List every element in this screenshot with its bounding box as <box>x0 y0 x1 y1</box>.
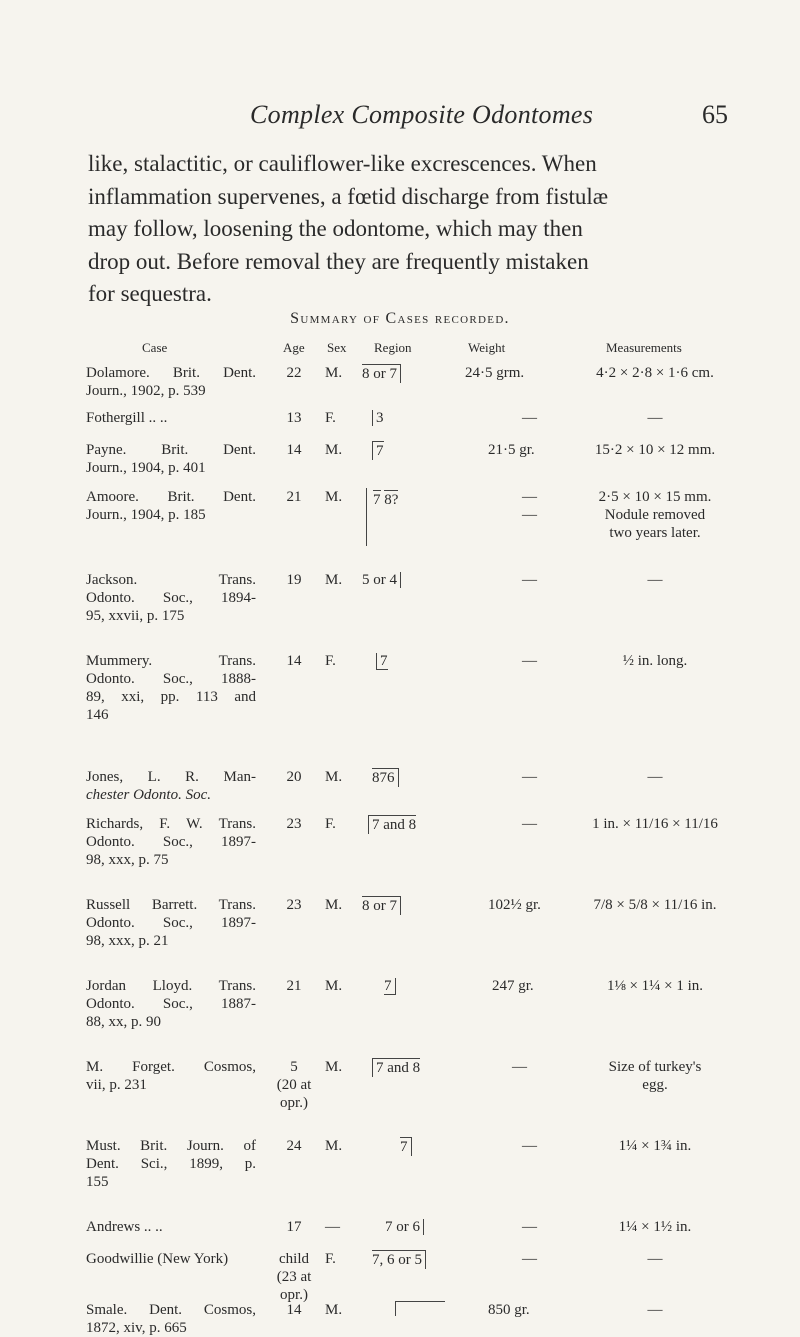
header-sex: Sex <box>327 340 347 355</box>
measurements-cell: Size of turkey's egg. <box>608 1059 702 1093</box>
paragraph-line: like, stalactitic, or cauliflower-like excrescences. When <box>88 151 597 176</box>
age-cell: 24 <box>286 1138 302 1154</box>
sex-cell: M. <box>325 1302 343 1318</box>
sex-cell: M. <box>325 978 343 994</box>
sex-cell: M. <box>325 1138 343 1154</box>
table-title: Summary of Cases recorded. <box>290 310 510 327</box>
case-cell: Mummery. Trans. Odonto. Soc., 1888- 89, xxi, pp. 113 and 146 <box>86 653 256 723</box>
weight-cell: — <box>522 769 537 785</box>
weight-cell: — <box>522 572 537 588</box>
sex-cell: — <box>325 1219 340 1235</box>
region-cell: 3 <box>372 409 482 427</box>
header-age: Age <box>283 340 305 355</box>
case-cell: Russell Barrett. Trans. Odonto. Soc., 1897- 98, xxx, p. 21 <box>86 897 256 949</box>
weight-cell: 102½ gr. <box>488 897 541 913</box>
measurements-cell: 7/8 × 5/8 × 11/16 in. <box>593 897 717 913</box>
measurements-cell: 1 in. × 11/16 × 11/16 <box>592 816 718 832</box>
region-cell: 7 <box>400 1137 510 1156</box>
sex-cell: M. <box>325 769 343 785</box>
measurements-cell: ½ in. long. <box>622 653 688 669</box>
age-cell: 21 <box>286 978 302 994</box>
age-cell: 17 <box>286 1219 302 1235</box>
case-cell: Dolamore. Brit. Dent. Journ., 1902, p. 539 <box>86 365 256 399</box>
region-cell: 8 or 7 <box>362 364 472 383</box>
paragraph-line: inflammation supervenes, a fœtid discharge from fistulæ <box>88 183 609 209</box>
sex-cell: F. <box>325 653 336 669</box>
region-cell: 7 or 6 <box>385 1218 495 1236</box>
measurements-cell: — <box>647 769 663 785</box>
region-cell: 876 <box>372 768 482 787</box>
weight-cell: — <box>522 1138 537 1154</box>
measurements-cell: 1⅛ × 1¼ × 1 in. <box>606 978 704 994</box>
measurements-cell: 2·5 × 10 × 15 mm. Nodule removed two years later. <box>598 489 712 541</box>
paragraph-line: drop out. Before removal they are frequently mistaken <box>88 248 589 274</box>
header-region: Region <box>374 340 412 355</box>
paragraph-line: for sequestra. <box>88 281 212 306</box>
weight-cell: — <box>522 1251 537 1267</box>
age-cell: 14 <box>286 1302 302 1318</box>
region-cell: 7 and 8 <box>372 1058 482 1077</box>
sex-cell: M. <box>325 489 343 505</box>
case-cell: Andrews .. .. <box>86 1219 163 1235</box>
case-cell: Jackson. Trans. Odonto. Soc., 1894- 95, xxvii, p. 175 <box>86 572 256 624</box>
case-cell: Amoore. Brit. Dent. Journ., 1904, p. 185 <box>86 489 256 523</box>
case-cell: Smale. Dent. Cosmos, 1872, xiv, p. 665 <box>86 1302 256 1336</box>
paragraph-line: may follow, loosening the odontome, which may then <box>88 216 583 241</box>
weight-cell: — <box>522 816 537 832</box>
measurements-cell: 4·2 × 2·8 × 1·6 cm. <box>596 365 714 381</box>
age-cell: 20 <box>286 769 302 785</box>
age-cell: 14 <box>286 653 302 669</box>
header-case: Case <box>142 340 168 355</box>
sex-cell: F. <box>325 1251 336 1267</box>
case-cell: Jordan Lloyd. Trans. Odonto. Soc., 1887- 88, xx, p. 90 <box>86 978 256 1030</box>
age-cell: 23 <box>286 816 302 832</box>
measurements-cell: 15·2 × 10 × 12 mm. <box>594 442 716 458</box>
running-head <box>0 100 800 130</box>
age-cell: child (23 at opr.) <box>276 1251 312 1303</box>
measurements-cell: 1¼ × 1¾ in. <box>618 1138 692 1154</box>
case-cell: M. Forget. Cosmos, vii, p. 231 <box>86 1059 256 1093</box>
region-cell: 8 or 7 <box>362 896 472 915</box>
weight-cell: — <box>522 410 537 426</box>
region-cell: 7, 6 or 5 <box>372 1250 482 1269</box>
age-cell: 13 <box>286 410 302 426</box>
region-cell: 5 or 4 <box>362 571 472 589</box>
case-cell: Must. Brit. Journ. of Dent. Sci., 1899, p. 155 <box>86 1138 256 1190</box>
measurements-cell: — <box>647 1251 663 1267</box>
region-cell: 7 <box>372 441 482 460</box>
running-title: Complex Composite Odontomes <box>250 100 594 129</box>
sex-cell: M. <box>325 572 343 588</box>
measurements-cell: 1¼ × 1½ in. <box>618 1219 692 1235</box>
body-paragraph <box>88 148 718 311</box>
sex-cell: M. <box>325 442 343 458</box>
region-cell: 7 <box>384 977 494 995</box>
sex-cell: F. <box>325 816 336 832</box>
sex-cell: F. <box>325 410 336 426</box>
age-cell: 22 <box>286 365 302 381</box>
header-weight: Weight <box>468 340 506 355</box>
header-measurements: Measurements <box>606 340 682 355</box>
weight-cell: 24·5 grm. <box>465 365 525 381</box>
sex-cell: M. <box>325 365 343 381</box>
page-number: 65 <box>702 100 728 129</box>
region-cell: 7 8? <box>366 488 483 546</box>
sex-cell: M. <box>325 897 343 913</box>
age-cell: 21 <box>286 489 302 505</box>
weight-cell: — <box>522 1219 537 1235</box>
case-cell: Richards, F. W. Trans. Odonto. Soc., 1897- 98, xxx, p. 75 <box>86 816 256 868</box>
case-cell: Jones, L. R. Man- chester Odonto. Soc. <box>86 769 256 803</box>
weight-cell: 850 gr. <box>488 1302 530 1318</box>
measurements-cell: — <box>647 410 663 426</box>
case-cell: Goodwillie (New York) <box>86 1251 229 1267</box>
region-cell: 7 and 8 <box>368 815 478 834</box>
case-cell: Payne. Brit. Dent. Journ., 1904, p. 401 <box>86 442 256 476</box>
case-cell: Fothergill .. .. <box>86 410 168 426</box>
region-cell: 7 <box>376 652 486 670</box>
sex-cell: M. <box>325 1059 343 1075</box>
age-cell: 23 <box>286 897 302 913</box>
weight-cell: 21·5 gr. <box>488 442 535 458</box>
age-cell: 5 (20 at opr.) <box>276 1059 312 1111</box>
weight-cell: — <box>522 653 537 669</box>
age-cell: 19 <box>286 572 302 588</box>
age-cell: 14 <box>286 442 302 458</box>
weight-cell: — — <box>522 489 537 523</box>
weight-cell: — <box>512 1059 527 1075</box>
weight-cell: 247 gr. <box>492 978 534 994</box>
measurements-cell: — <box>647 1302 663 1318</box>
measurements-cell: — <box>647 572 663 588</box>
